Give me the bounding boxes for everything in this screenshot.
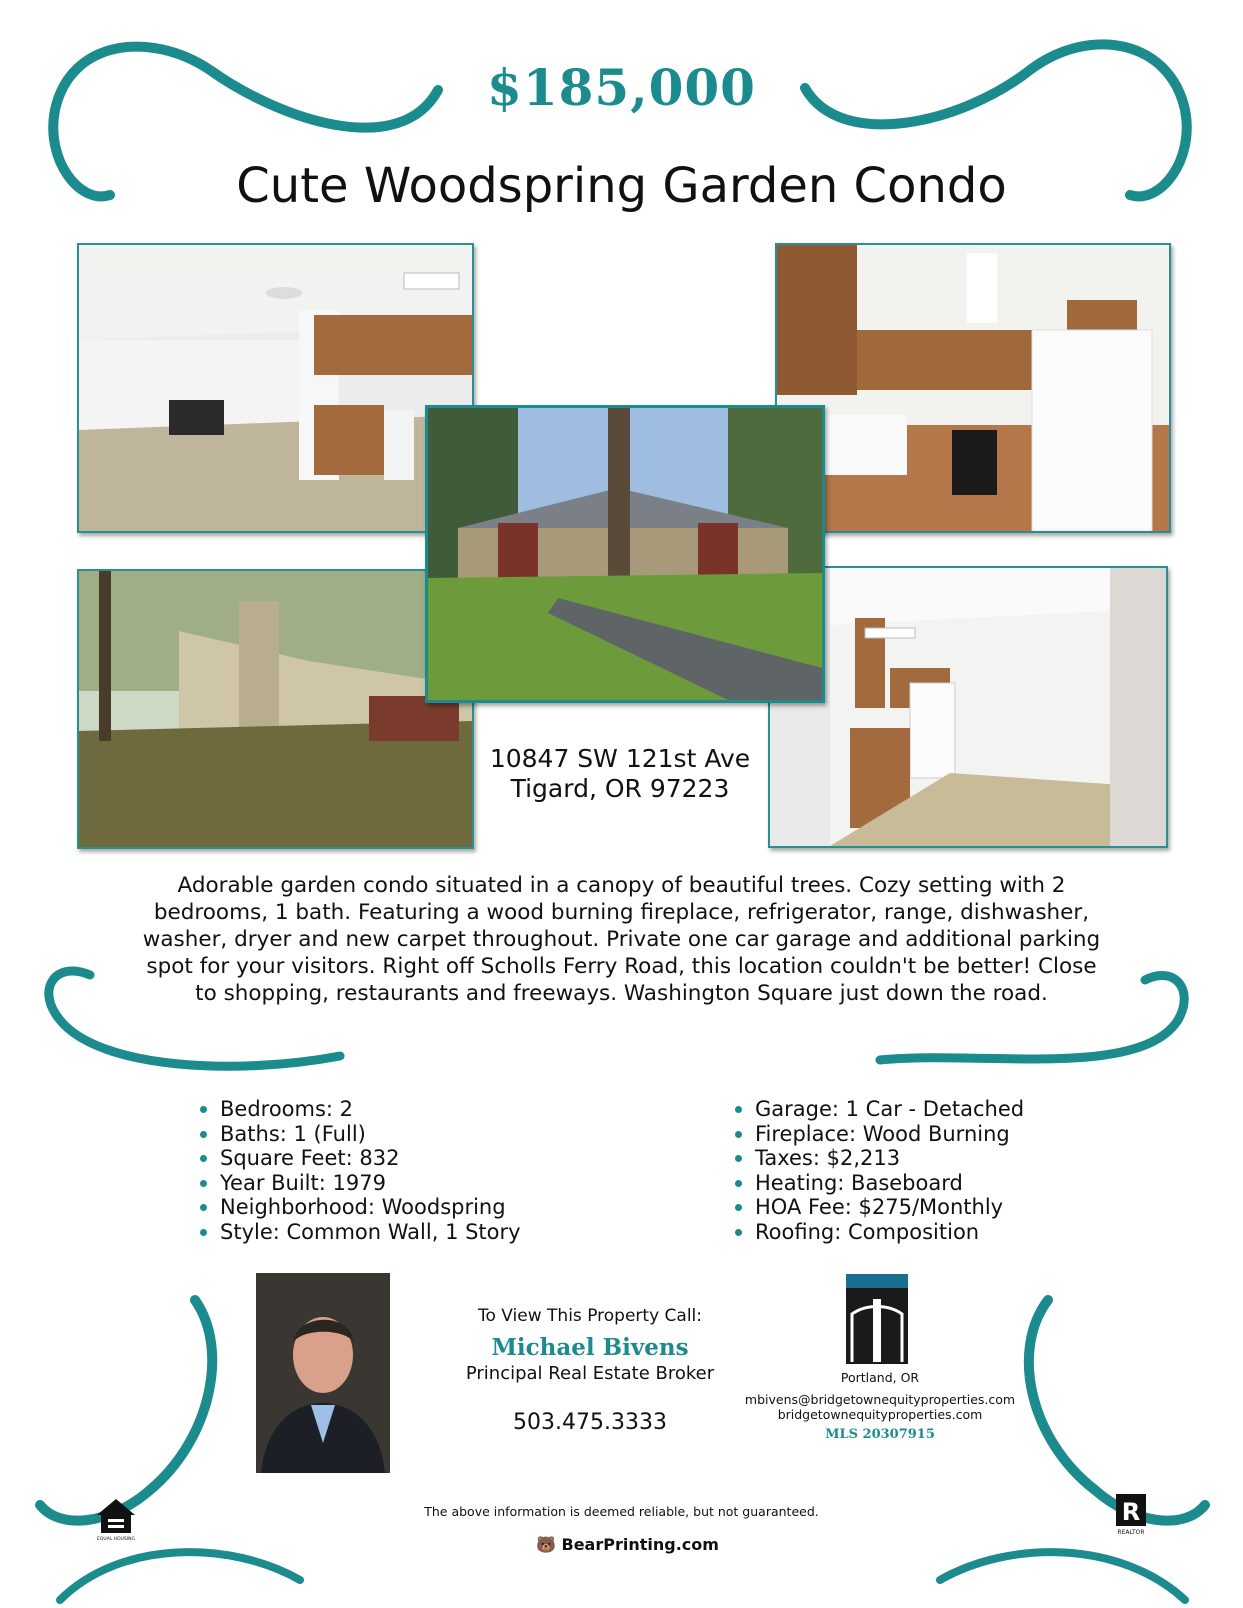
agent-name: Michael Bivens xyxy=(491,1334,689,1361)
agent-role: Principal Real Estate Broker xyxy=(465,1363,715,1384)
photo-front-exterior xyxy=(425,405,825,703)
contact-block xyxy=(430,1306,750,1435)
svg-text:REALTOR: REALTOR xyxy=(1117,1529,1145,1536)
feature-item: Heating: Baseboard xyxy=(733,1171,1024,1196)
listing-description: Adorable garden condo situated in a canopy of beautiful trees. Cozy setting with 2 bedrooms, 1 bath. Featuring a wood burning fireplace, refrigerator, range, dishwasher, washer, dryer and new carpet throughout. Private one car garage and additional parking spot for your visitors. Right off Scholls Ferry Road, this location couldn't be better! Close to shopping, restaurants and freeways. Washington Square just down the road. xyxy=(142,873,1101,1006)
photo-dining-area xyxy=(768,566,1168,848)
bear-icon: 🐻 xyxy=(536,1535,562,1554)
feature-item: Year Built: 1979 xyxy=(198,1171,521,1196)
address-line-2: Tigard, OR 97223 xyxy=(510,774,730,803)
photo-kitchen xyxy=(775,243,1171,533)
realtor-icon xyxy=(1112,1494,1150,1536)
mls-number: MLS 20307915 xyxy=(825,1426,935,1442)
disclaimer: The above information is deemed reliable, but not guaranteed. xyxy=(424,1504,819,1519)
feature-item: HOA Fee: $275/Monthly xyxy=(733,1195,1024,1220)
feature-item: Neighborhood: Woodspring xyxy=(198,1195,521,1220)
bridgetown-logo xyxy=(846,1274,908,1364)
listing-price: $185,000 xyxy=(487,58,756,117)
feature-item: Taxes: $2,213 xyxy=(733,1146,1024,1171)
office-city: Portland, OR xyxy=(840,1370,920,1385)
svg-text:R: R xyxy=(1121,1498,1141,1526)
feature-item: Fireplace: Wood Burning xyxy=(733,1122,1024,1147)
svg-text:EQUAL HOUSING: EQUAL HOUSING xyxy=(97,1537,135,1542)
agent-photo xyxy=(256,1273,390,1473)
features-list-left xyxy=(198,1097,521,1244)
feature-item: Garage: 1 Car - Detached xyxy=(733,1097,1024,1122)
feature-item: Style: Common Wall, 1 Story xyxy=(198,1220,521,1245)
office-email[interactable]: mbivens@bridgetownequityproperties.com xyxy=(744,1391,1016,1407)
office-website[interactable]: bridgetownequityproperties.com xyxy=(777,1407,983,1422)
feature-item: Bedrooms: 2 xyxy=(198,1097,521,1122)
feature-item: Roofing: Composition xyxy=(733,1220,1024,1245)
printer-credit xyxy=(536,1535,719,1554)
features-list-right xyxy=(733,1097,1024,1244)
feature-item: Square Feet: 832 xyxy=(198,1146,521,1171)
address-line-1: 10847 SW 121st Ave xyxy=(489,744,751,773)
listing-title: Cute Woodspring Garden Condo xyxy=(236,158,1007,214)
photo-exterior-side xyxy=(77,569,474,849)
agent-phone[interactable]: 503.475.3333 xyxy=(513,1410,667,1435)
photo-living-room xyxy=(77,243,474,533)
office-info xyxy=(740,1370,1020,1442)
printer-name: BearPrinting.com xyxy=(561,1535,719,1554)
feature-item: Baths: 1 (Full) xyxy=(198,1122,521,1147)
property-address xyxy=(470,744,770,804)
call-text: To View This Property Call: xyxy=(478,1306,702,1326)
